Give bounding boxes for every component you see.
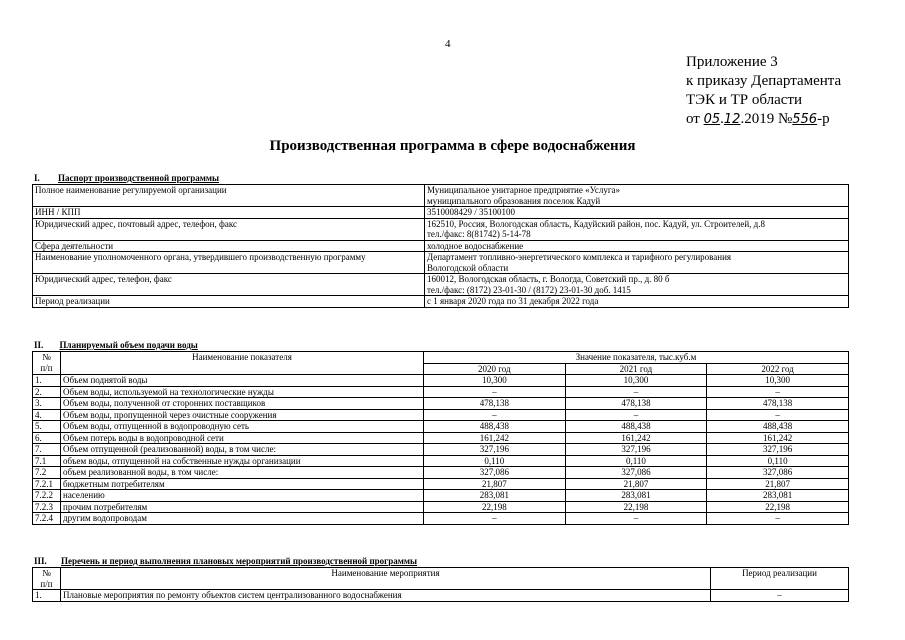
table-row <box>33 398 849 410</box>
section1-heading <box>34 173 219 183</box>
order-suffix: -р <box>817 111 830 127</box>
row-value: 10,300 <box>424 375 566 387</box>
row-value: 22,198 <box>424 501 566 513</box>
row-value: – <box>424 513 566 525</box>
row-name: Объем потерь воды в водопроводной сети <box>61 432 424 444</box>
row-value: – <box>565 513 707 525</box>
row-value: 488,438 <box>565 421 707 433</box>
row-value: 478,138 <box>707 398 849 410</box>
row-value: 22,198 <box>707 501 849 513</box>
row-value: – <box>707 386 849 398</box>
passport-row <box>33 240 849 252</box>
passport-value-line2: муниципального образования поселок Кадуй <box>427 195 601 206</box>
row-number: 7.2 <box>33 467 61 479</box>
table-row <box>33 444 849 456</box>
activities-col-period: Период реализации <box>711 568 849 590</box>
passport-label: Сфера деятельности <box>33 240 425 252</box>
section1-num: I. <box>34 173 40 183</box>
row-name: Объем воды, используемой на технологические нужды <box>61 386 424 398</box>
passport-value-line1: 160012, Вологодская область, г. Вологда, Советский пр., д. 80 б <box>427 274 670 284</box>
activity-row <box>33 590 849 602</box>
row-name: другим водопроводам <box>61 513 424 525</box>
appendix-line2: к приказу Департамента <box>686 73 842 89</box>
year-2022-header: 2022 год <box>707 363 849 375</box>
row-value: 0,110 <box>424 455 566 467</box>
row-value: 478,138 <box>424 398 566 410</box>
passport-value-line2: тел./факс: 8(81742) 5-14-78 <box>427 229 531 239</box>
row-value: 161,242 <box>424 432 566 444</box>
row-name: Объем воды, пропущенной через очистные сооружения <box>61 409 424 421</box>
activities-header <box>33 568 849 590</box>
row-value: – <box>707 513 849 525</box>
row-value: 161,242 <box>707 432 849 444</box>
passport-row <box>33 252 849 274</box>
passport-value-line1: с 1 января 2020 года по 31 декабря 2022 года <box>427 296 599 306</box>
table-row <box>33 478 849 490</box>
order-year: .2019 № <box>740 111 793 127</box>
row-name: прочим потребителям <box>61 501 424 513</box>
passport-row <box>33 218 849 240</box>
row-value: 10,300 <box>707 375 849 387</box>
row-value: 283,081 <box>707 490 849 502</box>
row-number: 4. <box>33 409 61 421</box>
row-number: 7.1 <box>33 455 61 467</box>
order-date-prefix: от <box>686 111 700 127</box>
row-value: 488,438 <box>424 421 566 433</box>
row-name: Объем воды, отпущенной в водопроводную сеть <box>61 421 424 433</box>
passport-value-line1: холодное водоснабжение <box>427 240 524 251</box>
row-value: – <box>565 409 707 421</box>
page-number: 4 <box>445 38 451 50</box>
section1-title: Паспорт производственной программы <box>58 173 219 183</box>
passport-label: Юридический адрес, телефон, факс <box>33 274 425 296</box>
row-number: 6. <box>33 432 61 444</box>
section2-title: Планируемый объем подачи воды <box>59 340 198 350</box>
passport-value <box>425 240 849 252</box>
passport-value <box>425 207 849 219</box>
table-row <box>33 513 849 525</box>
col-name-header: Наименование показателя <box>61 352 424 375</box>
section3-title: Перечень и период выполнения плановых мероприятий производственной программы <box>61 556 418 566</box>
table-row <box>33 421 849 433</box>
section3-num: III. <box>34 556 47 566</box>
passport-row <box>33 296 849 308</box>
col-value-header: Значение показателя, тыс.куб.м <box>424 352 849 364</box>
table-row <box>33 467 849 479</box>
row-value: 327,086 <box>707 467 849 479</box>
table-row <box>33 375 849 387</box>
row-value: 0,110 <box>565 455 707 467</box>
row-value: 0,110 <box>707 455 849 467</box>
activity-name: Плановые мероприятия по ремонту объектов систем централизованного водоснабжения <box>61 590 711 602</box>
row-value: – <box>424 386 566 398</box>
activities-col-num: № п/п <box>33 568 61 590</box>
row-number: 7.2.4 <box>33 513 61 525</box>
row-value: 21,807 <box>424 478 566 490</box>
passport-row <box>33 207 849 219</box>
section2-heading <box>34 340 198 350</box>
row-value: 327,196 <box>565 444 707 456</box>
row-number: 7.2.1 <box>33 478 61 490</box>
row-number: 7.2.3 <box>33 501 61 513</box>
passport-value-line1: Муниципальное унитарное предприятие «Услуга» <box>427 185 621 195</box>
row-value: – <box>707 409 849 421</box>
passport-value-line1: 162510, Россия, Вологодская область, Кадуйский район, пос. Кадуй, ул. Строителей, д.8 <box>427 218 765 229</box>
row-number: 1. <box>33 375 61 387</box>
row-name: объем воды, отпущенной на собственные нужды организации <box>61 455 424 467</box>
row-value: 22,198 <box>565 501 707 513</box>
row-value: 327,196 <box>424 444 566 456</box>
passport-label: Наименование уполномоченного органа, утвердившего производственную программу <box>33 252 425 274</box>
passport-value <box>425 185 849 207</box>
order-number: 556 <box>792 112 818 127</box>
row-number: 7. <box>33 444 61 456</box>
passport-value-line2: Вологодской области <box>427 262 509 273</box>
row-value: 327,086 <box>565 467 707 479</box>
passport-value <box>425 274 849 296</box>
row-value: 478,138 <box>565 398 707 410</box>
row-number: 5. <box>33 421 61 433</box>
row-value: 488,438 <box>707 421 849 433</box>
passport-value-line2: тел./факс: (8172) 23-01-30 / (8172) 23-01-30 доб. 1415 <box>427 284 631 295</box>
order-month: 12 <box>723 112 741 127</box>
passport-table <box>32 184 849 308</box>
passport-value-line1: Департамент топливно-энергетического комплекса и тарифного регулирования <box>427 252 732 262</box>
row-number: 3. <box>33 398 61 410</box>
table-row <box>33 432 849 444</box>
table-row <box>33 409 849 421</box>
appendix-line4: от 05.12.2019 №556-р <box>686 111 830 127</box>
row-name: объем реализованной воды, в том числе: <box>61 467 424 479</box>
activity-period: – <box>711 590 849 602</box>
table-row <box>33 490 849 502</box>
section2-num: II. <box>34 340 44 350</box>
order-day: 05 <box>703 112 721 127</box>
row-number: 2. <box>33 386 61 398</box>
activities-table <box>32 567 849 602</box>
row-name: Объем отпущенной (реализованной) воды, в том числе: <box>61 444 424 456</box>
row-value: 21,807 <box>565 478 707 490</box>
row-name: Объем воды, полученной от сторонних поставщиков <box>61 398 424 410</box>
water-volume-header <box>33 352 849 364</box>
year-2021-header: 2021 год <box>565 363 707 375</box>
row-value: 21,807 <box>707 478 849 490</box>
row-value: 327,196 <box>707 444 849 456</box>
table-row <box>33 501 849 513</box>
passport-value-line1: 3510008429 / 35100100 <box>427 207 516 217</box>
activity-number: 1. <box>33 590 61 602</box>
row-name: населению <box>61 490 424 502</box>
section3-heading <box>34 556 417 566</box>
year-2020-header: 2020 год <box>424 363 566 375</box>
passport-label: Полное наименование регулируемой организации <box>33 185 425 207</box>
passport-label: ИНН / КПП <box>33 207 425 219</box>
table-row <box>33 455 849 467</box>
passport-value <box>425 296 849 308</box>
appendix-line1: Приложение 3 <box>686 54 778 70</box>
row-value: – <box>565 386 707 398</box>
passport-row <box>33 274 849 296</box>
row-value: 161,242 <box>565 432 707 444</box>
passport-value <box>425 252 849 274</box>
passport-label: Юридический адрес, почтовый адрес, телефон, факс <box>33 218 425 240</box>
row-value: 283,081 <box>565 490 707 502</box>
activities-col-name: Наименование мероприятия <box>61 568 711 590</box>
appendix-block <box>686 53 841 129</box>
row-name: Объем поднятой воды <box>61 375 424 387</box>
table-row <box>33 386 849 398</box>
passport-value <box>425 218 849 240</box>
passport-label: Период реализации <box>33 296 425 308</box>
row-name: бюджетным потребителям <box>61 478 424 490</box>
row-value: 327,086 <box>424 467 566 479</box>
col-num-header: № п/п <box>33 352 61 375</box>
page-title: Производственная программа в сфере водоснабжения <box>269 138 636 154</box>
appendix-line3: ТЭК и ТР области <box>686 92 802 108</box>
row-value: – <box>424 409 566 421</box>
passport-row <box>33 185 849 207</box>
water-volume-table <box>32 351 849 525</box>
row-number: 7.2.2 <box>33 490 61 502</box>
row-value: 283,081 <box>424 490 566 502</box>
row-value: 10,300 <box>565 375 707 387</box>
